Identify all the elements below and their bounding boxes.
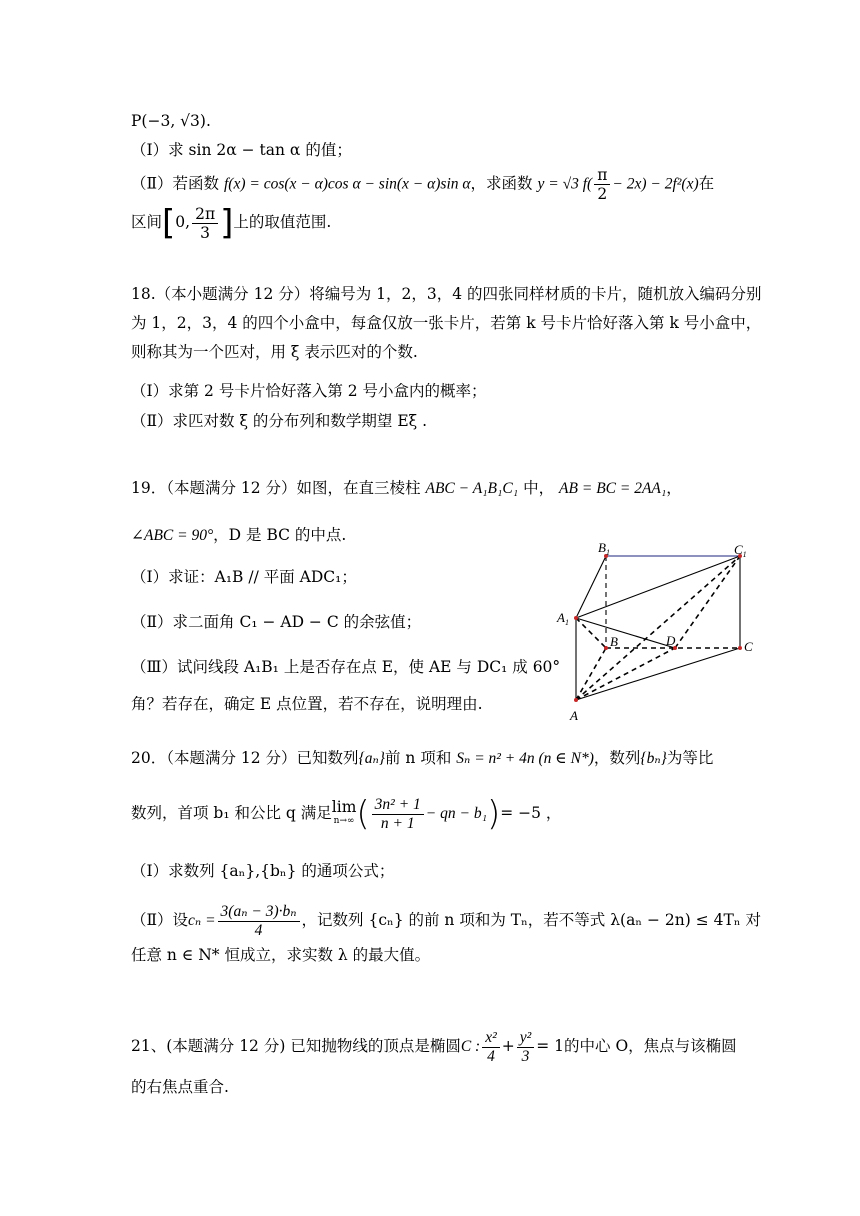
point-A [574,698,578,702]
label-A1: $A_1$ [557,610,569,627]
p20-line1: 20．（本题满分 12 分）已知数列{aₙ}前 n 项和 Sₙ = n² + 4n (n ∈ N*)，数列{bₙ}为等比 [131,749,714,767]
p17-interval: 区间[0, $\frac{2\pi}{3}$ ]上的取值范围. [131,203,332,243]
p18-q1: （Ⅰ）求第 2 号卡片恰好落入第 2 号小盒内的概率； [131,382,487,400]
point-B [604,646,608,650]
edge-A-C [576,648,740,700]
p20-q1: （Ⅰ）求数列 {aₙ},{bₙ} 的通项公式； [131,862,395,880]
label-A: A [570,708,578,723]
p18-line1: 18.（本小题满分 12 分）将编号为 1，2，3，4 的四张同样材质的卡片，随机放入编码分别 [131,285,762,303]
edge-A-C1 [576,556,740,700]
p20-line2: 数列，首项 b₁ 和公比 q 满足lim n→∞ ( $\frac{\text{3n² + 1}}{n + 1}$ − qn − b₁)= −5 ， [131,794,562,834]
label-C1: $C_1$ [734,542,747,559]
p19-q3a: （Ⅲ）试问线段 A₁B₁ 上是否存在点 E，使 AE 与 DC₁ 成 60° [131,658,561,676]
p21-line2: 的右焦点重合. [131,1078,229,1096]
edge-D-C1 [675,556,740,648]
p17-point: P(−3, √3). [131,112,211,130]
p19-line1: 19．（本题满分 12 分）如图，在直三棱柱 ABC − A₁B₁C₁ 中， AB = BC = 2AA₁， [131,479,682,497]
point-A1 [574,616,578,620]
p17-q1: （Ⅰ）求 sin 2α − tan α 的值； [131,141,352,159]
edge-A1-C1 [576,556,740,618]
p21-line1: 21、(本题满分 12 分) 已知抛物线的顶点是椭圆C : $\frac{\text{x²}}{4}$ + $\frac{\text{y²}}{3}$ = 1的中心 O，焦点与该椭圆 [131,1028,737,1065]
point-C [738,646,742,650]
p20-q2: （Ⅱ）设cₙ = $\frac{\text{3(aₙ − 3)·bₙ}}{4}$ ，记数列 {cₙ} 的前 n 项和为 Tₙ，若不等式 λ(aₙ − 2n) ≤ 4Tₙ 对 [131,902,761,939]
label-B: B [610,634,618,649]
label-C: C [744,639,753,654]
p18-line2: 为 1，2，3，4 的四个小盒中，每盒仅放一张卡片，若第 k 号卡片恰好落入第 k 号小盒中， [131,314,762,332]
p19-q3b: 角？若存在，确定 E 点位置，若不存在，说明理由. [131,695,483,713]
p19-q1: （Ⅰ）求证：A₁B // 平面 ADC₁； [131,568,357,586]
p20-q2-line2: 任意 n ∈ N* 恒成立，求实数 λ 的最大值。 [131,946,431,964]
p17-q2: （Ⅱ）若函数 f(x) = cos(x − α)cos α − sin(x − α)sin α，求函数 y = √3 f( $\frac{\pi}{2}$ − 2x) − 2f²(x)在 [131,166,715,203]
p18-line3: 则称其为一个匹对，用 ξ 表示匹对的个数. [131,343,418,361]
p18-q2: （Ⅱ）求匹对数 ξ 的分布列和数学期望 Eξ . [131,412,428,430]
p19-line2: ∠ABC = 90°，D 是 BC 的中点. [131,526,347,544]
p19-q2: （Ⅱ）求二面角 C₁ − AD − C 的余弦值； [131,613,422,631]
prism-figure [548,538,768,728]
label-B1: $B_1$ [598,540,610,557]
label-D: D [666,633,676,648]
